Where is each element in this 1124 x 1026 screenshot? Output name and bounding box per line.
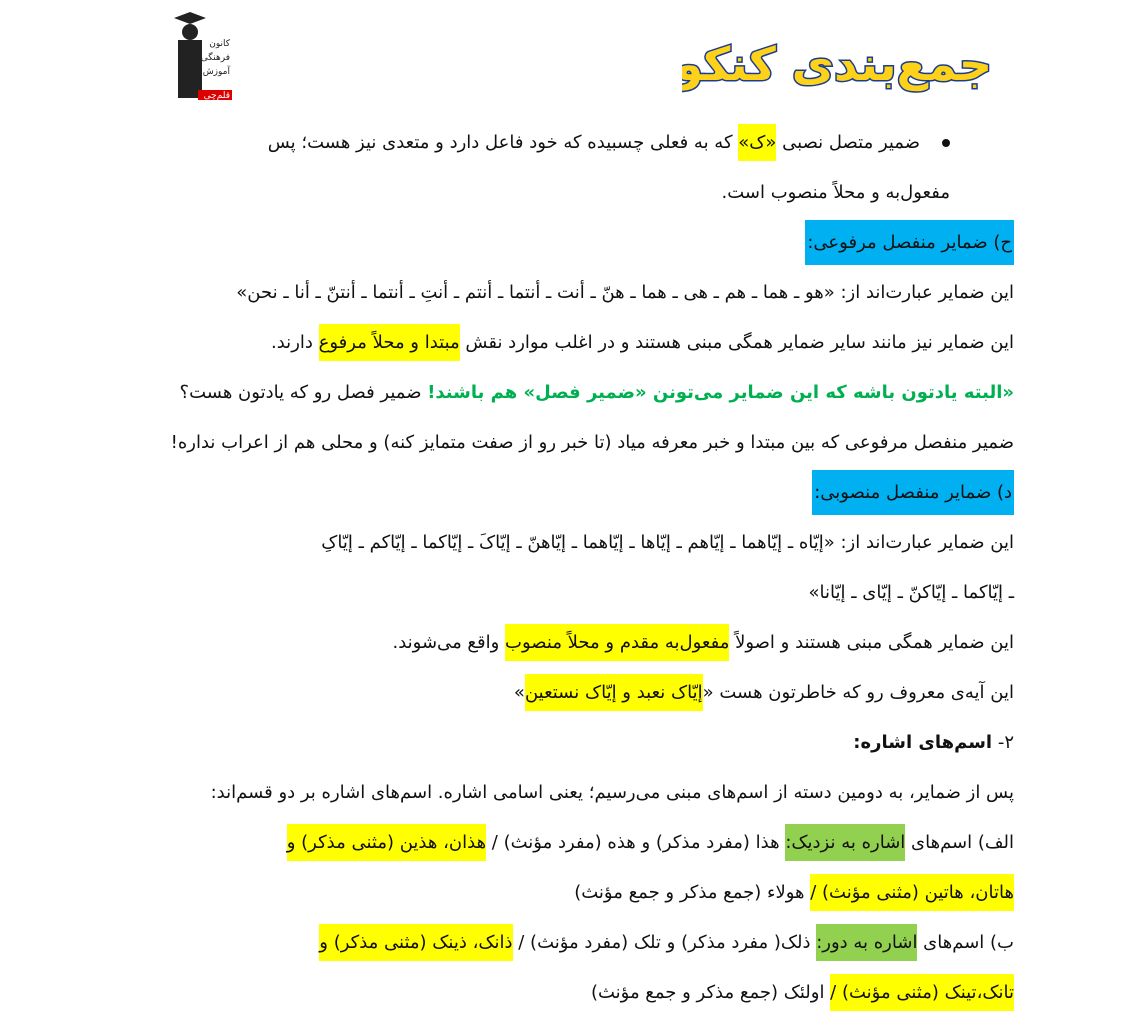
jambandi-konkur-logo bbox=[682, 22, 1002, 102]
svg-text:قلم‌چی: قلم‌چی bbox=[203, 91, 230, 101]
paragraph-zamir-fasl-def: ضمیر منفصل مرفوعی که بین مبتدا و خبر معرفه میاد (تا خبر رو از صفت متمایز کنه) و محلی هم از اعراب نداره! bbox=[170, 432, 1014, 453]
paragraph-near-line-2: هاتان، هاتین (مثنی مؤنث) / هولاء (جمع مذکر و جمع مؤنث) bbox=[70, 868, 1014, 918]
paragraph-mansoobi-list-1: این ضمایر عبارت‌اند از: «إیّاه ـ إیّاهما ـ إیّاهم ـ إیّاها ـ إیّاهما ـ إیّاهنّ ـ إیّاکَ ـ إیّاکما ـ إیّاکم ـ إیّاکِ bbox=[321, 532, 1014, 553]
highlight-hatan: هاتان، هاتین (مثنی مؤنث) / bbox=[810, 874, 1014, 911]
paragraph-near-line-1: الف) اسم‌های اشاره به نزدیک: هذا (مفرد مذکر) و هذه (مفرد مؤنث) / هذان، هذین (مثنی مذکر) و bbox=[70, 818, 1014, 868]
kanoon-logo bbox=[168, 10, 238, 102]
paragraph-mansoobi-role: این ضمایر همگی مبنی هستند و اصولاً مفعول‌به مقدم و محلاً منصوب واقع می‌شوند. bbox=[70, 618, 1014, 668]
highlight-tanik: تانک،تینک (مثنی مؤنث) / bbox=[830, 974, 1014, 1011]
svg-text:جمع‌بندی کنکور: جمع‌بندی کنکور bbox=[682, 37, 992, 91]
svg-text:کانون: کانون bbox=[209, 39, 230, 49]
paragraph-marfooi-role: این ضمایر نیز مانند سایر ضمایر همگی مبنی هستند و در اغلب موارد نقش مبتدا و محلاً مرفوع دارند. bbox=[70, 318, 1014, 368]
svg-text:آموزش: آموزش bbox=[202, 67, 230, 77]
bullet-icon bbox=[942, 139, 950, 147]
paragraph-zamir-fasl-note: «البته یادتون باشه که این ضمایر می‌تونن «ضمیر فصل» هم باشند! ضمیر فصل رو که یادتون هست؟ bbox=[179, 382, 1014, 403]
highlight-far: اشاره به دور: bbox=[816, 924, 917, 961]
paragraph-marfooi-list: این ضمایر عبارت‌اند از: «هو ـ هما ـ هم ـ هی ـ هما ـ هنّ ـ أنت ـ أنتما ـ أنتم ـ أنتِ ـ أنتما ـ أنتنّ ـ أنا ـ نحن» bbox=[236, 282, 1014, 303]
bullet-paragraph-line-1: ضمیر متصل نصبی «ک» که به فعلی چسبیده که خود فاعل دارد و متعدی نیز هست؛ پس bbox=[70, 118, 1014, 168]
svg-text:فرهنگی: فرهنگی bbox=[200, 53, 230, 63]
highlight-mobtada: مبتدا و محلاً مرفوع bbox=[319, 324, 460, 361]
bullet-paragraph-line-2: مفعول‌به و محلاً منصوب است. bbox=[721, 182, 950, 203]
paragraph-mansoobi-list-2: ـ إیّاکما ـ إیّاکنّ ـ إیّای ـ إیّانا» bbox=[808, 582, 1014, 603]
section-heading-marfooi: ح) ضمایر منفصل مرفوعی: bbox=[70, 218, 1014, 268]
document-body bbox=[70, 118, 1014, 1018]
highlight-ayah: إیّاک نعبد و إیّاک نستعین bbox=[525, 674, 703, 711]
page-header bbox=[0, 0, 1124, 110]
highlight-hazan: هذان، هذین (مثنی مذکر) و bbox=[287, 824, 486, 861]
highlight-zanik: ذانک، ذینک (مثنی مذکر) و bbox=[319, 924, 512, 961]
paragraph-esharah-intro: پس از ضمایر، به دومین دسته از اسم‌های مبنی می‌رسیم؛ یعنی اسامی اشاره. اسم‌های اشاره بر دو قسم‌اند: bbox=[210, 782, 1014, 803]
section-heading-mansoobi: د) ضمایر منفصل منصوبی: bbox=[70, 468, 1014, 518]
paragraph-far-line-1: ب) اسم‌های اشاره به دور: ذلک( مفرد مذکر) و تلک (مفرد مؤنث) / ذانک، ذینک (مثنی مذکر) و bbox=[70, 918, 1014, 968]
highlight-near: اشاره به نزدیک: bbox=[785, 824, 905, 861]
highlight-ka: «ک» bbox=[738, 124, 776, 161]
paragraph-far-line-2: تانک،تینک (مثنی مؤنث) / اولئک (جمع مذکر و جمع مؤنث) bbox=[70, 968, 1014, 1018]
highlight-mafool: مفعول‌به مقدم و محلاً منصوب bbox=[505, 624, 729, 661]
paragraph-ayah: این آیه‌ی معروف رو که خاطرتون هست «إیّاک نعبد و إیّاک نستعین» bbox=[70, 668, 1014, 718]
section-heading-esharah: ۲- اسم‌های اشاره: bbox=[853, 732, 1014, 753]
